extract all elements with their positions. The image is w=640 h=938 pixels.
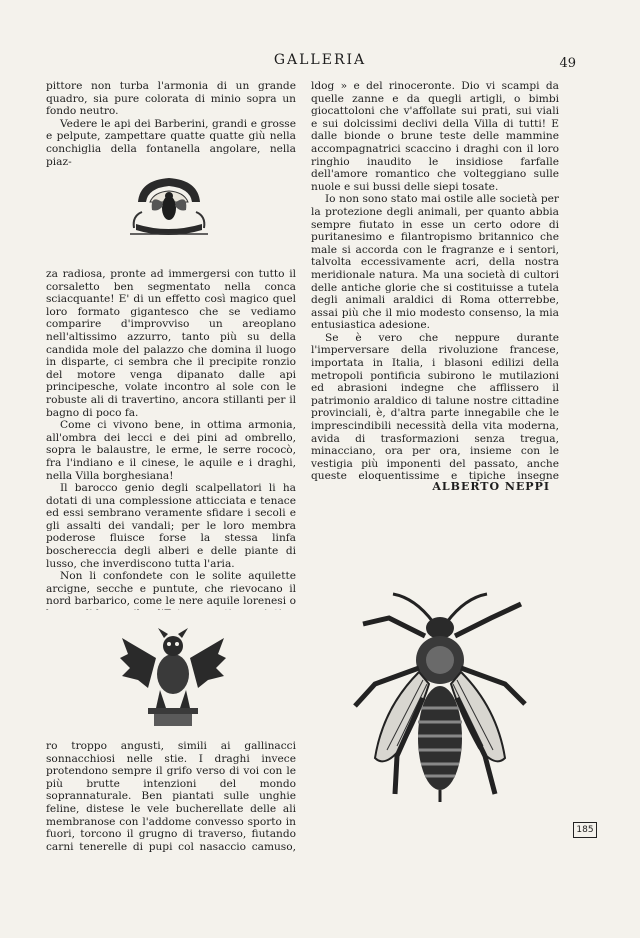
paragraph: Il barocco genio degli scalpellatori li ha dotati di una complessione atticciata e tenace ed essi sembrano veramente sfidare i secoli e gli assalti dei vandali; per le loro membra poderose fluisce forse la stessa linfa boschereccia degli alberi e delle piante di lusso, che inverdiscono tutta l'aria. — [46, 482, 296, 570]
paragraph: pittore non turba l'armonia di un grande quadro, sia pure colorata di minio sopra un fondo neutro. — [46, 80, 296, 118]
paragraph: Vedere le api dei Barberini, grandi e grosse e pelpute, zampettare quatte quatte giù nella conchiglia della fontanella angolare, nella piaz- — [46, 117, 296, 168]
author-signature: ALBERTO NEPPI — [432, 480, 550, 493]
paragraph: ldog » e del rinoceronte. Dio vi scampi da quelle zanne e da quegli artigli, o bimbi giocattoloni che v'affollate sui prati, sui viali e sui dolcissimi declivi della Villa di tutti! E dalle bionde o brune teste delle mammine accompagnatrici scaccino i draghi con il loro ringhio inaudito le insidiose farfalle dell'amore romantico che volteggiano sulle nuole e sui bussi delle siepi tosate. — [311, 80, 559, 193]
barberini-bee-emblem-illustration — [128, 172, 210, 250]
left-column-bottom-text — [46, 740, 296, 852]
paragraph: ro troppo angusti, simili ai gallinacci sonnacchiosi nelle stie. I draghi invece protendono sempre il grifo verso di voi con le più brutte intenzioni del mondo soprannaturale. Ben piantati sulle unghie feline, distese le vele bucherellate delle ali membranose con l'addome convesso sporto in fuori, torcono il grugno di traverso, fiutando carni tenerelle di pupi col nasaccio camuso, — [46, 740, 296, 852]
borghese-dragon-illustration — [118, 624, 228, 728]
paragraph: za radiosa, pronte ad immergersi con tutto il corsaletto ben segmentato nella conca sciacquante! E' di un effetto così magico quel loro formato gigantesco che se vediamo comparire d'improvviso un areoplano nell'altissimo azzurro, tanto più su della candida mole del palazzo che domina il luogo in disparte, ci sembra che il precipite ronzio del motore venga dipanato dalle api principesche, volate incontro al sole con le robuste ali di travertino, ancora stillanti per il bagno di poco fa. — [46, 268, 296, 419]
paragraph: Non li confondete con le solite aquilette arcigne, secche e puntute, che rievocano il nord barbarico, come le nere aquile lorenesi o — [46, 570, 296, 608]
bee-illustration — [345, 588, 535, 814]
paragraph: Se è vero che neppure durante l'imperversare della rivoluzione francese, importata in Italia, i blasoni edilizi della metropoli pontificia subirono le mutilazioni ed abrasioni indegne che afflissero il patrimonio araldico di talune nostre cittadine provinciali, è, d'altra parte innegabile che le imprescindibili necessità della vita moderna, avida di trasformazioni senza tregua, minacciano, ora per ora, insieme con le vestigia più imponenti del passato, anche queste eloquentissime e tipiche insegne — [311, 331, 559, 482]
left-column-middle-text — [46, 268, 296, 610]
right-column-text — [311, 80, 559, 482]
paragraph: Io non sono stato mai ostile alle società per la protezione degli animali, per quanto abbia sempre fiutato in esse un certo odore di puritanesimo e filantropismo britannico che male si accorda con le fragranze e i sentori, talvolta eccessivamente acri, della nostra meridionale natura. Ma una società di cultori delle antiche glorie che si costituisse a tutela degli animali araldici di Roma otterrebbe, assai più che il mio modesto consenso, la mia entusiastica adesione. — [311, 193, 559, 332]
running-header-title: GALLERIA — [273, 52, 367, 68]
paragraph: Come ci vivono bene, in ottima armonia, all'ombra dei lecci e dei pini ad ombrello, sopra le balaustre, le erme, le serre rococò, fra l'indiano e il cinese, le aquile e i draghi, nella Villa borghesiana! — [46, 419, 296, 482]
page-number: 49 — [559, 56, 576, 71]
folio-number: 185 — [573, 822, 597, 838]
